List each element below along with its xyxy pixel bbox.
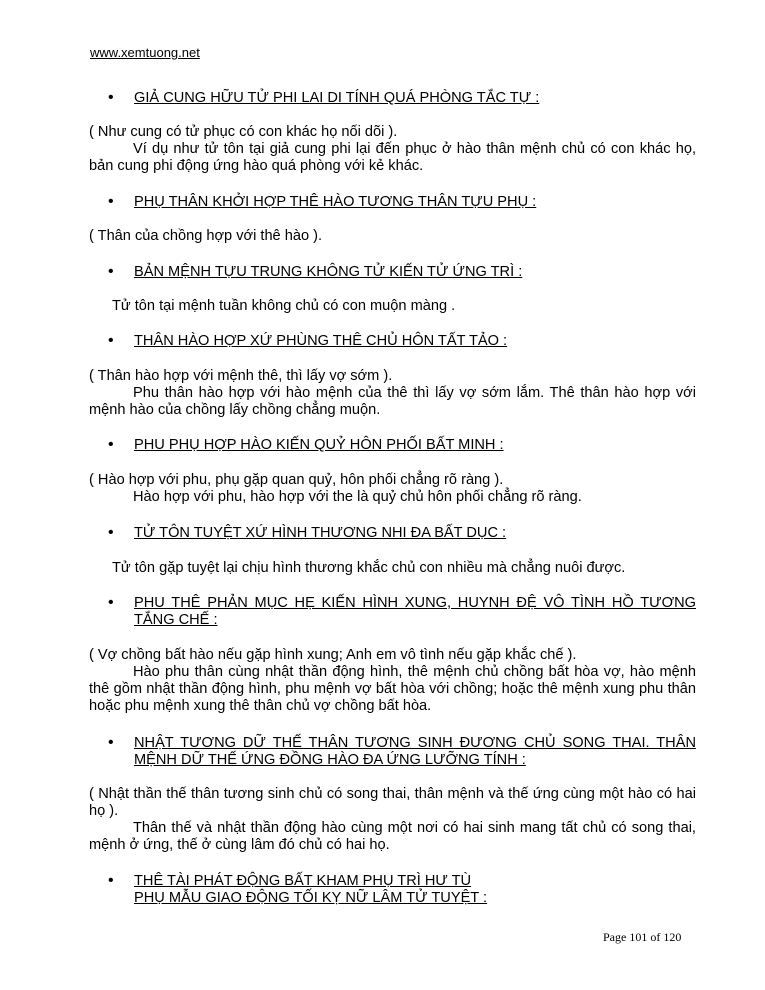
bullet-icon: • [108,436,114,453]
section-heading [108,193,696,211]
body-paragraph: Thân thế và nhật thần động hào cùng một nơi có hai sinh mang tất chủ có song thai, mệnh ở ứng, thế ở cùng lâm đó chủ có hai họ. [89,820,696,853]
heading-text: GIẢ CUNG HỮU TỬ PHI LAI DI TÍNH QUÁ PHÒNG TẮC TỰ : [134,90,540,106]
note-paragraph: ( Như cung có tử phục có con khác họ nối dõi ). [89,124,398,140]
website-url[interactable]: www.xemtuong.net [90,45,200,60]
bullet-icon: • [108,872,114,889]
heading-text-line-2: PHỤ MẪU GIAO ĐỘNG TỐI KỴ NỮ LÂM TỬ TUYỆT : [134,890,488,906]
section-heading [108,332,696,350]
note-paragraph: ( Nhật thần thế thân tương sinh chủ có song thai, thân mệnh và thế ứng cùng một hào có hai họ ). [89,786,696,819]
bullet-icon: • [108,734,114,751]
heading-text: PHU THÊ PHẢN MỤC HẸ KIẾN HÌNH XUNG, HUYNH ĐỆ VÔ TÌNH HỒ TƯƠNG TẮNG CHẾ : [134,595,696,628]
heading-text: NHẬT TƯƠNG DỮ THẾ THÂN TƯƠNG SINH ĐƯƠNG CHỦ SONG THAI. THÂN MỆNH DỮ THẾ ỨNG ĐỒNG HÀO ĐA ỨNG LƯỠNG TÍNH : [134,735,696,768]
heading-text: TỬ TÔN TUYỆT XỨ HÌNH THƯƠNG NHI ĐA BẤT DỤC : [134,525,507,541]
body-paragraph: Hào phu thân cùng nhật thần động hình, thê mệnh chủ chồng bất hòa vợ, hào mệnh thê gồm nhật thần động hình, phu mệnh vợ bất hòa với chồng; hoặc thê mệnh xung phu thân hoặc phu mệnh xung thê thân chủ vợ chồng bất hòa. [89,664,696,714]
note-paragraph: ( Hào hợp với phu, phụ gặp quan quỷ, hôn phối chẳng rõ ràng ). [89,472,504,488]
section-heading [108,263,696,281]
heading-text: PHU PHỤ HỢP HÀO KIẾN QUỶ HÔN PHỐI BẤT MINH : [134,437,504,453]
heading-text: PHỤ THÂN KHỞI HỢP THÊ HÀO TƯƠNG THÂN TỰU PHỤ : [134,194,537,210]
body-paragraph: Tử tôn gặp tuyệt lại chịu hình thương khắc chủ con nhiều mà chẳng nuôi được. [112,560,626,576]
bullet-icon: • [108,89,114,106]
body-paragraph: Tử tôn tại mệnh tuần không chủ có con muộn màng . [112,298,456,314]
body-paragraph: Phu thân hào hợp với hào mệnh của thê thì lấy vợ sớm lắm. Thê thân hào hợp với mệnh hào của chồng lấy chồng chẳng muộn. [89,385,696,418]
note-paragraph: ( Thân của chồng hợp với thê hào ). [89,228,323,244]
bullet-icon: • [108,524,114,541]
heading-text-line-1: THÊ TÀI PHÁT ĐỘNG BẤT KHAM PHỤ TRÌ HƯ TÙ [134,873,472,889]
bullet-icon: • [108,594,114,611]
section-heading [108,524,696,542]
heading-text: THÂN HÀO HỢP XỨ PHÙNG THÊ CHỦ HÔN TẤT TẢO : [134,333,508,349]
bullet-icon: • [108,332,114,349]
section-heading [108,594,696,629]
section-heading [108,436,696,454]
section-heading [108,872,554,907]
section-heading [108,734,696,769]
bullet-icon: • [108,263,114,280]
page-number: Page 101 of 120 [603,930,682,944]
note-paragraph: ( Vợ chồng bất hào nếu gặp hình xung; Anh em vô tình nếu gặp khắc chế ). [89,647,577,663]
body-paragraph: Hào hợp với phu, hào hợp với the là quỷ chủ hôn phối chẳng rõ ràng. [133,489,582,505]
heading-text: BẢN MỆNH TỰU TRUNG KHÔNG TỬ KIẾN TỬ ỨNG TRÌ : [134,264,523,280]
bullet-icon: • [108,193,114,210]
body-paragraph: Ví dụ như tử tôn tại giả cung phi lại đến phục ở hào thân mệnh chủ có con khác họ, bản cung phi động ứng hào quá phòng với kẻ khác. [89,141,696,174]
section-heading [108,89,696,107]
note-paragraph: ( Thân hào hợp với mệnh thê, thì lấy vợ sớm ). [89,368,393,384]
